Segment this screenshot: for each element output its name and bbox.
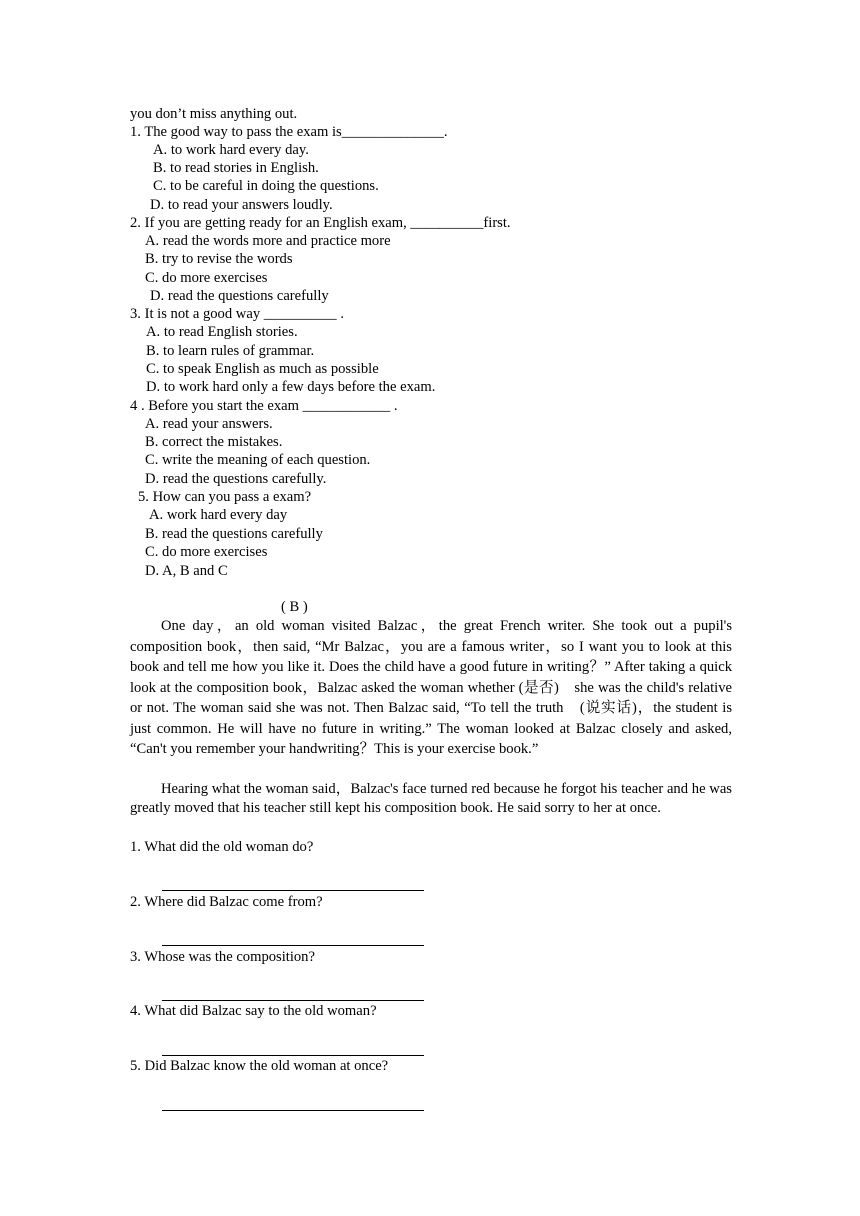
intro-tail: you don’t miss anything out. — [130, 106, 298, 122]
passage-paragraph: Hearing what the woman said，Balzac's face turned red because he forgot his teacher and he was greatly moved that his teacher still kept his composition book. He said sorry to her at once. — [130, 781, 732, 816]
answer-option: C. do more exercises — [145, 270, 268, 286]
answer-option: D. to work hard only a few days before the exam. — [146, 379, 436, 395]
answer-option: C. to be careful in doing the questions. — [153, 178, 379, 194]
question-stem: 1. The good way to pass the exam is______________. — [130, 124, 448, 140]
answer-option: B. to read stories in English. — [153, 160, 319, 176]
answer-option: C. to speak English as much as possible — [146, 361, 379, 377]
answer-option: B. try to revise the words — [145, 251, 293, 267]
short-answer-question: 2. Where did Balzac come from? — [130, 894, 323, 910]
question-stem: 2. If you are getting ready for an English exam, __________first. — [130, 215, 511, 231]
answer-option: A. to work hard every day. — [153, 142, 309, 158]
answer-option: D. A, B and C — [145, 563, 228, 579]
short-answer-question: 3. Whose was the composition? — [130, 949, 315, 965]
answer-option: B. read the questions carefully — [145, 526, 323, 542]
answer-line[interactable] — [162, 1000, 424, 1001]
question-stem: 5. How can you pass a exam? — [138, 489, 312, 505]
answer-option: D. read the questions carefully — [150, 288, 329, 304]
answer-option: A. read your answers. — [145, 416, 273, 432]
short-answer-question: 5. Did Balzac know the old woman at once? — [130, 1058, 389, 1074]
answer-option: B. correct the mistakes. — [145, 434, 283, 450]
question-stem: 4 . Before you start the exam ____________ . — [130, 398, 398, 414]
answer-option: B. to learn rules of grammar. — [146, 343, 315, 359]
answer-option: A. work hard every day — [149, 507, 288, 523]
short-answer-question: 1. What did the old woman do? — [130, 839, 314, 855]
answer-line[interactable] — [162, 1055, 424, 1056]
short-answer-question: 4. What did Balzac say to the old woman? — [130, 1003, 377, 1019]
answer-line[interactable] — [162, 945, 424, 946]
answer-option: A. to read English stories. — [146, 324, 298, 340]
answer-option: D. to read your answers loudly. — [150, 197, 333, 213]
section-heading: ( B ) — [281, 599, 308, 615]
answer-option: A. read the words more and practice more — [145, 233, 391, 249]
answer-line[interactable] — [162, 890, 424, 891]
question-stem: 3. It is not a good way __________ . — [130, 306, 345, 322]
answer-line[interactable] — [162, 1110, 424, 1111]
passage-paragraph: One day，an old woman visited Balzac，the great French writer. She took out a pupil's composition book，then said, “Mr Balzac，you are a famous writer，so I want you to look at this book and tell me how you like it. Does the child have a good future in writing？” After taking a quick look at the composition book，Balzac asked the woman whether (是否) she was the child's relative or not. The woman said she was not. Then Balzac said, “To tell the truth (说实话)，the student is just common. He will have no future in writing.” The woman looked at Balzac closely and asked, “Can't you remember your handwriting？This is your exercise book.” — [130, 618, 732, 757]
answer-option: C. do more exercises — [145, 544, 268, 560]
answer-option: C. write the meaning of each question. — [145, 452, 371, 468]
answer-option: D. read the questions carefully. — [145, 471, 327, 487]
